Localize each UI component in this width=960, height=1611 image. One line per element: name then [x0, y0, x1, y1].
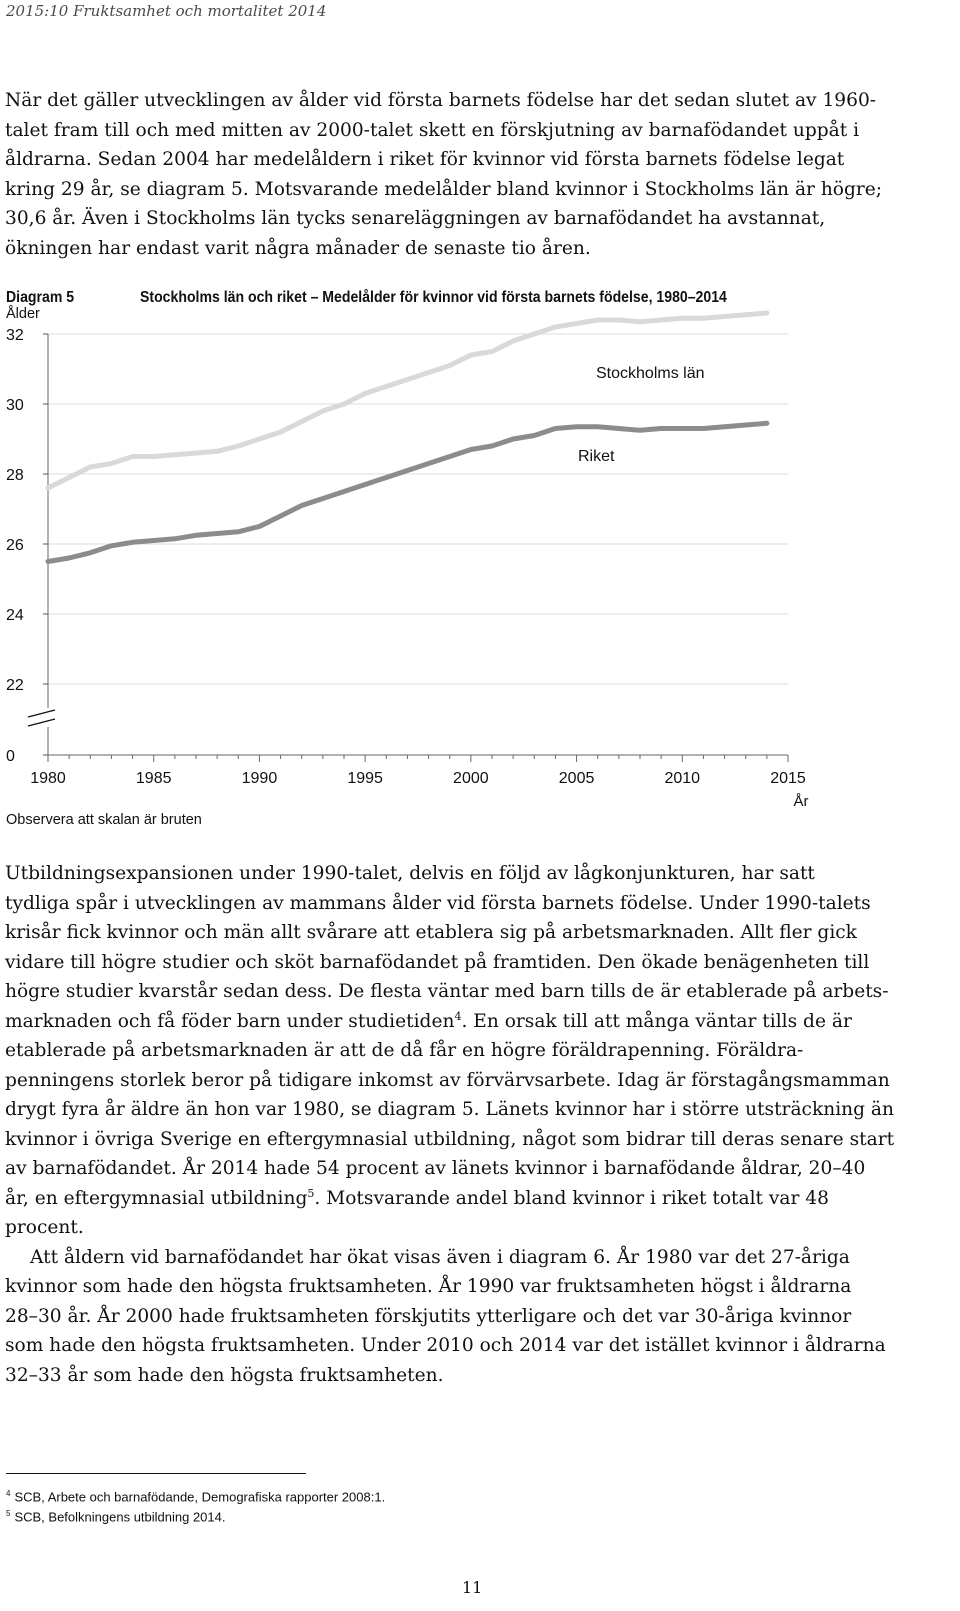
x-tick-label: 2015	[770, 770, 806, 787]
x-tick-label: 1980	[30, 770, 66, 787]
axis-break-note: Observera att skalan är bruten	[6, 812, 202, 828]
y-tick-label: 24	[6, 607, 24, 624]
text-line: åldrarna. Sedan 2004 har medelåldern i riket för kvinnor vid första barnets födelse legat	[5, 149, 845, 170]
text-line: vidare till högre studier och sköt barnafödandet på framtiden. Den ökade benägenheten till	[5, 951, 870, 973]
series-label: Stockholms län	[596, 365, 705, 382]
y-tick-label: 0	[6, 748, 15, 765]
page-number: 11	[462, 1578, 483, 1597]
diagram-title: Stockholms län och riket – Medelålder för kvinnor vid första barnets födelse, 1980–2014	[140, 289, 727, 306]
footnote-text: SCB, Befolkningens utbildning 2014.	[14, 1509, 226, 1525]
text-line: etablerade på arbetsmarknaden är att de då får en högre föräldrapenning. Föräldra-	[5, 1040, 804, 1061]
x-tick-label: 1990	[241, 770, 278, 787]
footnote-ref-5: 5	[307, 1186, 315, 1200]
text-line: kvinnor i övriga Sverige en eftergymnasial utbildning, något som bidrar till deras senare start	[5, 1128, 895, 1150]
text-line	[5, 1184, 953, 1214]
text-line: När det gäller utvecklingen av ålder vid första barnets födelse har det sedan slutet av 1960-	[5, 90, 877, 111]
y-tick-label: 26	[6, 537, 24, 554]
text-line: 28–30 år. År 2000 hade fruktsamheten förskjutits ytterligare och det var 30-åriga kvinnor	[5, 1305, 852, 1327]
footnote-separator	[6, 1473, 306, 1474]
text-line: Att åldern vid barnafödandet har ökat visas även i diagram 6. År 1980 var det 27-åriga	[30, 1246, 850, 1268]
series-line-riket	[48, 423, 767, 561]
text-line: kring 29 år, se diagram 5. Motsvarande medelålder bland kvinnor i Stockholms län är högre;	[5, 178, 883, 200]
text-line: talet fram till och med mitten av 2000-talet skett en förskjutning av barnafödandet uppåt i	[5, 119, 860, 141]
text-segment: . Motsvarande andel bland kvinnor i riket totalt var 48	[314, 1187, 829, 1209]
text-line: ökningen har endast varit några månader de senaste tio åren.	[5, 237, 591, 259]
text-line: 30,6 år. Även i Stockholms län tycks senareläggningen av barnafödandet ha avstannat,	[5, 208, 826, 229]
x-tick-label: 1985	[135, 770, 172, 787]
running-header: 2015:10 Fruktsamhet och mortalitet 2014	[6, 2, 327, 20]
series-label: Riket	[578, 448, 615, 465]
line-chart	[0, 300, 960, 810]
footnote-4	[6, 1489, 385, 1504]
x-axis-title: År	[793, 793, 809, 810]
diagram-label: Diagram 5	[6, 289, 75, 306]
text-segment: år, en eftergymnasial utbildning	[5, 1187, 308, 1209]
footnote-ref-4: 4	[454, 1009, 462, 1023]
intro-paragraph	[5, 86, 953, 263]
text-line: penningens storlek beror på tidigare inkomst av förvärvsarbete. Idag är förstagångsmamman	[5, 1069, 890, 1091]
text-line: kvinnor som hade den högsta fruktsamheten. År 1990 var fruktsamheten högst i åldrarna	[5, 1276, 852, 1297]
text-line: högre studier kvarstår sedan dess. De flesta väntar med barn tills de är etablerade på arbets-	[5, 981, 889, 1002]
text-line	[5, 1007, 953, 1037]
y-tick-label: 30	[6, 397, 24, 414]
text-line: procent.	[5, 1217, 84, 1238]
text-line: av barnafödandet. År 2014 hade 54 procent av länets kvinnor i barnafödande åldrar, 20–40	[5, 1158, 866, 1179]
text-line: 32–33 år som hade den högsta fruktsamheten.	[5, 1364, 444, 1386]
x-tick-label: 2005	[558, 770, 595, 787]
y-axis-title: Ålder	[6, 306, 40, 322]
text-line: som hade den högsta fruktsamheten. Under 2010 och 2014 var det istället kvinnor i åldrarna	[5, 1335, 886, 1356]
x-tick-label: 2000	[453, 770, 489, 787]
y-tick-label: 32	[6, 327, 24, 344]
text-segment: marknaden och få föder barn under studietiden	[5, 1010, 455, 1032]
footnote-mark: 5	[6, 1509, 11, 1518]
text-line: Utbildningsexpansionen under 1990-talet, delvis en följd av lågkonjunkturen, har satt	[5, 863, 815, 884]
body-paragraph-1	[5, 859, 953, 1390]
text-line: tydliga spår i utvecklingen av mammans ålder vid första barnets födelse. Under 1990-talets	[5, 892, 871, 914]
text-line: drygt fyra år äldre än hon var 1980, se diagram 5. Länets kvinnor har i större utsträckning än	[5, 1099, 894, 1120]
footnote-5	[6, 1509, 226, 1524]
text-line: krisår fick kvinnor och män allt svårare att etablera sig på arbetsmarknaden. Allt fler gick	[5, 922, 857, 943]
text-segment: . En orsak till att många väntar tills de är	[461, 1010, 852, 1032]
y-tick-label: 22	[6, 677, 24, 694]
series-line-stockholm	[48, 313, 767, 488]
footnote-mark: 4	[6, 1489, 11, 1498]
x-tick-label: 2010	[664, 770, 701, 787]
footnote-text: SCB, Arbete och barnafödande, Demografiska rapporter 2008:1.	[14, 1489, 386, 1505]
y-tick-label: 28	[6, 467, 24, 484]
axis-break-mark	[28, 710, 55, 717]
x-tick-label: 1995	[347, 770, 383, 787]
axis-break-mark	[28, 719, 55, 726]
